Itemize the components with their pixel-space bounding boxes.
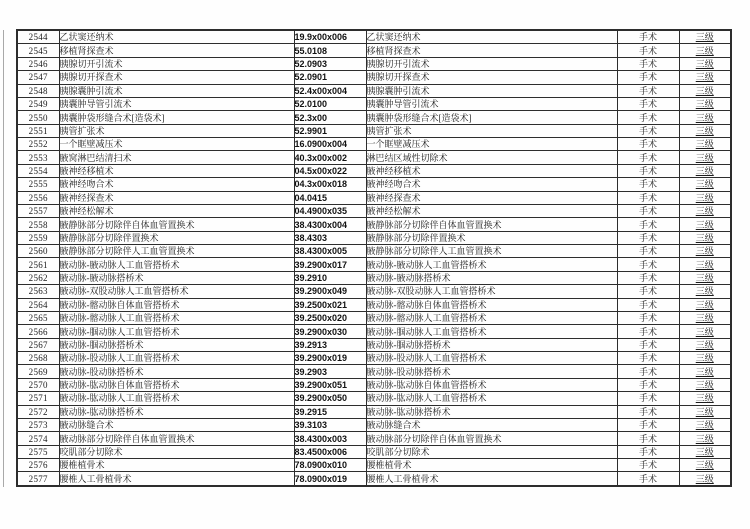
procedure-code-cell: 52.3x00: [294, 111, 366, 124]
procedure-code-cell: 39.2913: [294, 338, 366, 351]
procedure-name-repeat-cell: 腋静脉部分切除伴人工血管置换术: [366, 245, 617, 258]
procedure-name-cell: 乙状窦还纳术: [59, 30, 294, 44]
procedure-name-repeat-cell: 腰椎人工骨植骨术: [366, 472, 617, 486]
level-text: 三级: [695, 473, 714, 484]
table-row: [17, 405, 731, 418]
row-number-cell: 2569: [17, 365, 59, 378]
row-number-cell: 2546: [17, 57, 59, 70]
procedure-name-cell: 腋窝淋巴结清扫术: [59, 151, 294, 164]
level-text: 三级: [695, 206, 714, 217]
procedure-code-cell: 39.3103: [294, 418, 366, 431]
procedure-code-cell: 39.2900x051: [294, 378, 366, 391]
level-cell: [679, 111, 731, 124]
procedure-name-cell: 腋动脉-腋动脉搭桥术: [59, 271, 294, 284]
procedure-name-repeat-cell: 腋神经松解术: [366, 204, 617, 217]
row-number-cell: 2577: [17, 472, 59, 486]
procedure-code-cell: 38.4303: [294, 231, 366, 244]
procedure-name-cell: 腋神经松解术: [59, 204, 294, 217]
procedure-code-cell: 52.0100: [294, 97, 366, 110]
procedure-name-repeat-cell: 腋动脉-股动脉搭桥术: [366, 365, 617, 378]
category-cell: 手术: [617, 459, 679, 472]
category-cell: 手术: [617, 298, 679, 311]
level-text: 三级: [695, 166, 714, 177]
procedure-name-cell: 胰囊肿袋形缝合术[造袋术]: [59, 111, 294, 124]
row-number-cell: 2562: [17, 271, 59, 284]
procedure-code-cell: 52.4x00x004: [294, 84, 366, 97]
level-text: 三级: [695, 366, 714, 377]
procedure-name-repeat-cell: 淋巴结区域性切除术: [366, 151, 617, 164]
table-row: [17, 472, 731, 486]
table-row: [17, 392, 731, 405]
table-row: [17, 151, 731, 164]
level-text: 三级: [695, 192, 714, 203]
procedure-name-cell: 腋动脉部分切除伴自体血管置换术: [59, 432, 294, 445]
level-text: 三级: [695, 152, 714, 163]
level-cell: [679, 231, 731, 244]
level-text: 三级: [695, 393, 714, 404]
procedure-name-cell: 腋动脉-腘动脉人工血管搭桥术: [59, 325, 294, 338]
category-cell: 手术: [617, 392, 679, 405]
procedure-name-repeat-cell: 腋动脉-腘动脉人工血管搭桥术: [366, 325, 617, 338]
level-cell: [679, 57, 731, 70]
category-cell: 手术: [617, 204, 679, 217]
procedure-name-repeat-cell: 胰腺切开引流术: [366, 57, 617, 70]
table-row: [17, 378, 731, 391]
level-text: 三级: [695, 59, 714, 70]
procedure-code-cell: 55.0108: [294, 44, 366, 57]
level-text: 三级: [695, 433, 714, 444]
level-text: 三级: [695, 339, 714, 350]
procedure-name-repeat-cell: 腋动脉-腋动脉人工血管搭桥术: [366, 258, 617, 271]
table-row: [17, 204, 731, 217]
table-row: [17, 178, 731, 191]
procedure-code-cell: 52.9901: [294, 124, 366, 137]
level-cell: [679, 124, 731, 137]
row-number-cell: 2568: [17, 352, 59, 365]
level-text: 三级: [695, 72, 714, 83]
level-cell: [679, 459, 731, 472]
procedure-name-cell: 胰囊肿导管引流术: [59, 97, 294, 110]
row-number-cell: 2571: [17, 392, 59, 405]
row-number-cell: 2551: [17, 124, 59, 137]
procedure-code-cell: 52.0903: [294, 57, 366, 70]
row-number-cell: 2558: [17, 218, 59, 231]
procedure-name-cell: 胰管扩张术: [59, 124, 294, 137]
level-cell: [679, 164, 731, 177]
row-number-cell: 2555: [17, 178, 59, 191]
level-text: 三级: [695, 139, 714, 150]
level-text: 三级: [695, 460, 714, 471]
category-cell: 手术: [617, 138, 679, 151]
procedure-code-cell: 78.0900x019: [294, 472, 366, 486]
row-number-cell: 2570: [17, 378, 59, 391]
procedure-name-cell: 腋静脉部分切除伴置换术: [59, 231, 294, 244]
level-cell: [679, 285, 731, 298]
procedure-name-cell: 腰椎人工骨植骨术: [59, 472, 294, 486]
procedure-code-cell: 78.0900x010: [294, 459, 366, 472]
category-cell: 手术: [617, 124, 679, 137]
procedure-code-cell: 52.0901: [294, 71, 366, 84]
level-text: 三级: [695, 299, 714, 310]
level-text: 三级: [695, 45, 714, 56]
level-text: 三级: [695, 246, 714, 257]
procedure-code-cell: 39.2900x050: [294, 392, 366, 405]
procedure-name-cell: 腰椎植骨术: [59, 459, 294, 472]
level-cell: [679, 97, 731, 110]
level-text: 三级: [695, 85, 714, 96]
table-row: [17, 338, 731, 351]
procedure-name-cell: 胰腺切开引流术: [59, 57, 294, 70]
level-cell: [679, 30, 731, 44]
table-row: [17, 124, 731, 137]
level-cell: [679, 218, 731, 231]
procedure-name-repeat-cell: 胰腺囊肿引流术: [366, 84, 617, 97]
category-cell: 手术: [617, 258, 679, 271]
row-number-cell: 2575: [17, 445, 59, 458]
level-cell: [679, 204, 731, 217]
procedure-name-cell: 腋动脉缝合术: [59, 418, 294, 431]
category-cell: 手术: [617, 30, 679, 44]
procedure-name-cell: 腋动脉-腋动脉人工血管搭桥术: [59, 258, 294, 271]
level-cell: [679, 365, 731, 378]
level-text: 三级: [695, 99, 714, 110]
row-number-cell: 2576: [17, 459, 59, 472]
table-row: [17, 325, 731, 338]
level-cell: [679, 418, 731, 431]
procedure-name-repeat-cell: 腋动脉-髂动脉自体血管搭桥术: [366, 298, 617, 311]
procedure-name-cell: 腋神经探查术: [59, 191, 294, 204]
level-text: 三级: [695, 232, 714, 243]
procedure-code-cell: 04.0415: [294, 191, 366, 204]
level-text: 三级: [695, 125, 714, 136]
procedure-name-cell: 腋动脉-髂动脉自体血管搭桥术: [59, 298, 294, 311]
table-row: [17, 111, 731, 124]
table-row: [17, 418, 731, 431]
category-cell: 手术: [617, 352, 679, 365]
row-number-cell: 2560: [17, 245, 59, 258]
table-row: [17, 97, 731, 110]
row-number-cell: 2561: [17, 258, 59, 271]
table-row: [17, 218, 731, 231]
level-cell: [679, 325, 731, 338]
procedure-name-cell: 腋神经移植术: [59, 164, 294, 177]
category-cell: 手术: [617, 191, 679, 204]
row-number-cell: 2559: [17, 231, 59, 244]
procedure-code-cell: 39.2915: [294, 405, 366, 418]
procedure-name-cell: 咬肌部分切除术: [59, 445, 294, 458]
row-number-cell: 2565: [17, 311, 59, 324]
procedure-name-repeat-cell: 腋动脉-肱动脉人工血管搭桥术: [366, 392, 617, 405]
level-cell: [679, 338, 731, 351]
procedure-name-cell: 腋神经吻合术: [59, 178, 294, 191]
procedure-code-cell: 39.2900x030: [294, 325, 366, 338]
table-row: [17, 84, 731, 97]
scan-edge-artifact-line: [3, 30, 4, 487]
level-cell: [679, 258, 731, 271]
category-cell: 手术: [617, 164, 679, 177]
category-cell: 手术: [617, 245, 679, 258]
procedure-table-body: [17, 30, 731, 486]
level-text: 三级: [695, 353, 714, 364]
procedure-name-repeat-cell: 腋动脉-肱动脉搭桥术: [366, 405, 617, 418]
category-cell: 手术: [617, 285, 679, 298]
level-cell: [679, 138, 731, 151]
procedure-name-cell: 腋动脉-肱动脉人工血管搭桥术: [59, 392, 294, 405]
category-cell: 手术: [617, 325, 679, 338]
table-row: [17, 445, 731, 458]
table-row: [17, 245, 731, 258]
procedure-name-repeat-cell: 腋神经移植术: [366, 164, 617, 177]
table-row: [17, 44, 731, 57]
table-row: [17, 271, 731, 284]
level-text: 三级: [695, 446, 714, 457]
procedure-name-repeat-cell: 腋神经探查术: [366, 191, 617, 204]
category-cell: 手术: [617, 445, 679, 458]
procedure-name-cell: 腋动脉-股动脉人工血管搭桥术: [59, 352, 294, 365]
procedure-code-cell: 39.2500x020: [294, 311, 366, 324]
row-number-cell: 2544: [17, 30, 59, 44]
table-row: [17, 191, 731, 204]
level-cell: [679, 151, 731, 164]
category-cell: 手术: [617, 378, 679, 391]
level-text: 三级: [695, 380, 714, 391]
category-cell: 手术: [617, 84, 679, 97]
procedure-name-cell: 一个眶壁减压术: [59, 138, 294, 151]
procedure-name-repeat-cell: 腋静脉部分切除伴自体血管置换术: [366, 218, 617, 231]
row-number-cell: 2557: [17, 204, 59, 217]
procedure-name-cell: 腋动脉-腘动脉搭桥术: [59, 338, 294, 351]
row-number-cell: 2563: [17, 285, 59, 298]
category-cell: 手术: [617, 178, 679, 191]
procedure-code-cell: 38.4300x005: [294, 245, 366, 258]
row-number-cell: 2573: [17, 418, 59, 431]
procedure-name-repeat-cell: 腋动脉缝合术: [366, 418, 617, 431]
category-cell: 手术: [617, 432, 679, 445]
procedure-code-cell: 04.3x00x018: [294, 178, 366, 191]
procedure-code-cell: 19.9x00x006: [294, 30, 366, 44]
level-cell: [679, 432, 731, 445]
level-cell: [679, 445, 731, 458]
row-number-cell: 2547: [17, 71, 59, 84]
level-cell: [679, 405, 731, 418]
table-row: [17, 298, 731, 311]
procedure-name-cell: 腋静脉部分切除伴人工血管置换术: [59, 245, 294, 258]
procedure-name-cell: 腋动脉-股动脉搭桥术: [59, 365, 294, 378]
level-text: 三级: [695, 273, 714, 284]
row-number-cell: 2572: [17, 405, 59, 418]
level-text: 三级: [695, 326, 714, 337]
row-number-cell: 2556: [17, 191, 59, 204]
level-text: 三级: [695, 32, 714, 43]
row-number-cell: 2549: [17, 97, 59, 110]
procedure-name-repeat-cell: 移植肾探查术: [366, 44, 617, 57]
procedure-code-cell: 38.4300x003: [294, 432, 366, 445]
procedure-code-cell: 39.2903: [294, 365, 366, 378]
row-number-cell: 2552: [17, 138, 59, 151]
level-cell: [679, 44, 731, 57]
level-text: 三级: [695, 313, 714, 324]
category-cell: 手术: [617, 111, 679, 124]
row-number-cell: 2566: [17, 325, 59, 338]
procedure-name-repeat-cell: 胰囊肿导管引流术: [366, 97, 617, 110]
procedure-code-cell: 39.2900x049: [294, 285, 366, 298]
category-cell: 手术: [617, 44, 679, 57]
category-cell: 手术: [617, 472, 679, 486]
table-row: [17, 164, 731, 177]
procedure-code-cell: 39.2500x021: [294, 298, 366, 311]
row-number-cell: 2574: [17, 432, 59, 445]
procedure-name-repeat-cell: 腋动脉-肱动脉自体血管搭桥术: [366, 378, 617, 391]
procedure-name-cell: 腋动脉-髂动脉人工血管搭桥术: [59, 311, 294, 324]
procedure-name-repeat-cell: 咬肌部分切除术: [366, 445, 617, 458]
category-cell: 手术: [617, 57, 679, 70]
procedure-code-cell: 83.4500x006: [294, 445, 366, 458]
category-cell: 手术: [617, 231, 679, 244]
procedure-name-repeat-cell: 乙状窦还纳术: [366, 30, 617, 44]
row-number-cell: 2550: [17, 111, 59, 124]
category-cell: 手术: [617, 405, 679, 418]
level-text: 三级: [695, 112, 714, 123]
level-text: 三级: [695, 286, 714, 297]
level-cell: [679, 298, 731, 311]
procedure-name-repeat-cell: 腋动脉-股动脉人工血管搭桥术: [366, 352, 617, 365]
row-number-cell: 2545: [17, 44, 59, 57]
table-row: [17, 285, 731, 298]
category-cell: 手术: [617, 218, 679, 231]
procedure-name-cell: 腋动脉-肱动脉搭桥术: [59, 405, 294, 418]
procedure-name-repeat-cell: 腋动脉-髂动脉人工血管搭桥术: [366, 311, 617, 324]
level-cell: [679, 71, 731, 84]
table-row: [17, 365, 731, 378]
category-cell: 手术: [617, 311, 679, 324]
level-cell: [679, 311, 731, 324]
procedure-name-repeat-cell: 腋动脉部分切除伴自体血管置换术: [366, 432, 617, 445]
procedure-name-repeat-cell: 腋动脉-腘动脉搭桥术: [366, 338, 617, 351]
procedure-code-cell: 39.2900x017: [294, 258, 366, 271]
procedure-name-repeat-cell: 胰囊肿袋形缝合术[造袋术]: [366, 111, 617, 124]
table-row: [17, 57, 731, 70]
level-cell: [679, 472, 731, 486]
table-row: [17, 432, 731, 445]
procedure-name-repeat-cell: 腋动脉-双股动脉人工血管搭桥术: [366, 285, 617, 298]
category-cell: 手术: [617, 418, 679, 431]
category-cell: 手术: [617, 151, 679, 164]
procedure-code-cell: 04.4900x035: [294, 204, 366, 217]
category-cell: 手术: [617, 71, 679, 84]
row-number-cell: 2554: [17, 164, 59, 177]
procedure-name-repeat-cell: 胰管扩张术: [366, 124, 617, 137]
table-row: [17, 138, 731, 151]
table-row: [17, 231, 731, 244]
level-text: 三级: [695, 406, 714, 417]
level-cell: [679, 178, 731, 191]
procedure-code-cell: 39.2900x019: [294, 352, 366, 365]
procedure-grading-table: [16, 29, 732, 487]
procedure-code-cell: 04.5x00x022: [294, 164, 366, 177]
procedure-name-repeat-cell: 腋动脉-腋动脉搭桥术: [366, 271, 617, 284]
level-text: 三级: [695, 259, 714, 270]
category-cell: 手术: [617, 338, 679, 351]
procedure-code-cell: 38.4300x004: [294, 218, 366, 231]
level-cell: [679, 392, 731, 405]
procedure-name-cell: 腋静脉部分切除伴自体血管置换术: [59, 218, 294, 231]
procedure-name-cell: 腋动脉-双股动脉人工血管搭桥术: [59, 285, 294, 298]
procedure-code-cell: 16.0900x004: [294, 138, 366, 151]
table-row: [17, 71, 731, 84]
level-text: 三级: [695, 219, 714, 230]
table-row: [17, 30, 731, 44]
row-number-cell: 2553: [17, 151, 59, 164]
procedure-code-cell: 39.2910: [294, 271, 366, 284]
level-text: 三级: [695, 420, 714, 431]
table-row: [17, 258, 731, 271]
procedure-code-cell: 40.3x00x002: [294, 151, 366, 164]
category-cell: 手术: [617, 271, 679, 284]
table-row: [17, 459, 731, 472]
row-number-cell: 2548: [17, 84, 59, 97]
category-cell: 手术: [617, 365, 679, 378]
table-row: [17, 311, 731, 324]
procedure-name-repeat-cell: 腋静脉部分切除伴置换术: [366, 231, 617, 244]
level-cell: [679, 245, 731, 258]
level-cell: [679, 352, 731, 365]
table-row: [17, 352, 731, 365]
procedure-name-repeat-cell: 一个眶壁减压术: [366, 138, 617, 151]
level-text: 三级: [695, 179, 714, 190]
procedure-name-repeat-cell: 胰腺切开探查术: [366, 71, 617, 84]
procedure-name-cell: 胰腺囊肿引流术: [59, 84, 294, 97]
row-number-cell: 2564: [17, 298, 59, 311]
level-cell: [679, 271, 731, 284]
procedure-name-repeat-cell: 腰椎植骨术: [366, 459, 617, 472]
procedure-name-cell: 胰腺切开探查术: [59, 71, 294, 84]
row-number-cell: 2567: [17, 338, 59, 351]
procedure-name-repeat-cell: 腋神经吻合术: [366, 178, 617, 191]
level-cell: [679, 191, 731, 204]
category-cell: 手术: [617, 97, 679, 110]
procedure-name-cell: 移植肾探查术: [59, 44, 294, 57]
level-cell: [679, 84, 731, 97]
level-cell: [679, 378, 731, 391]
procedure-name-cell: 腋动脉-肱动脉自体血管搭桥术: [59, 378, 294, 391]
